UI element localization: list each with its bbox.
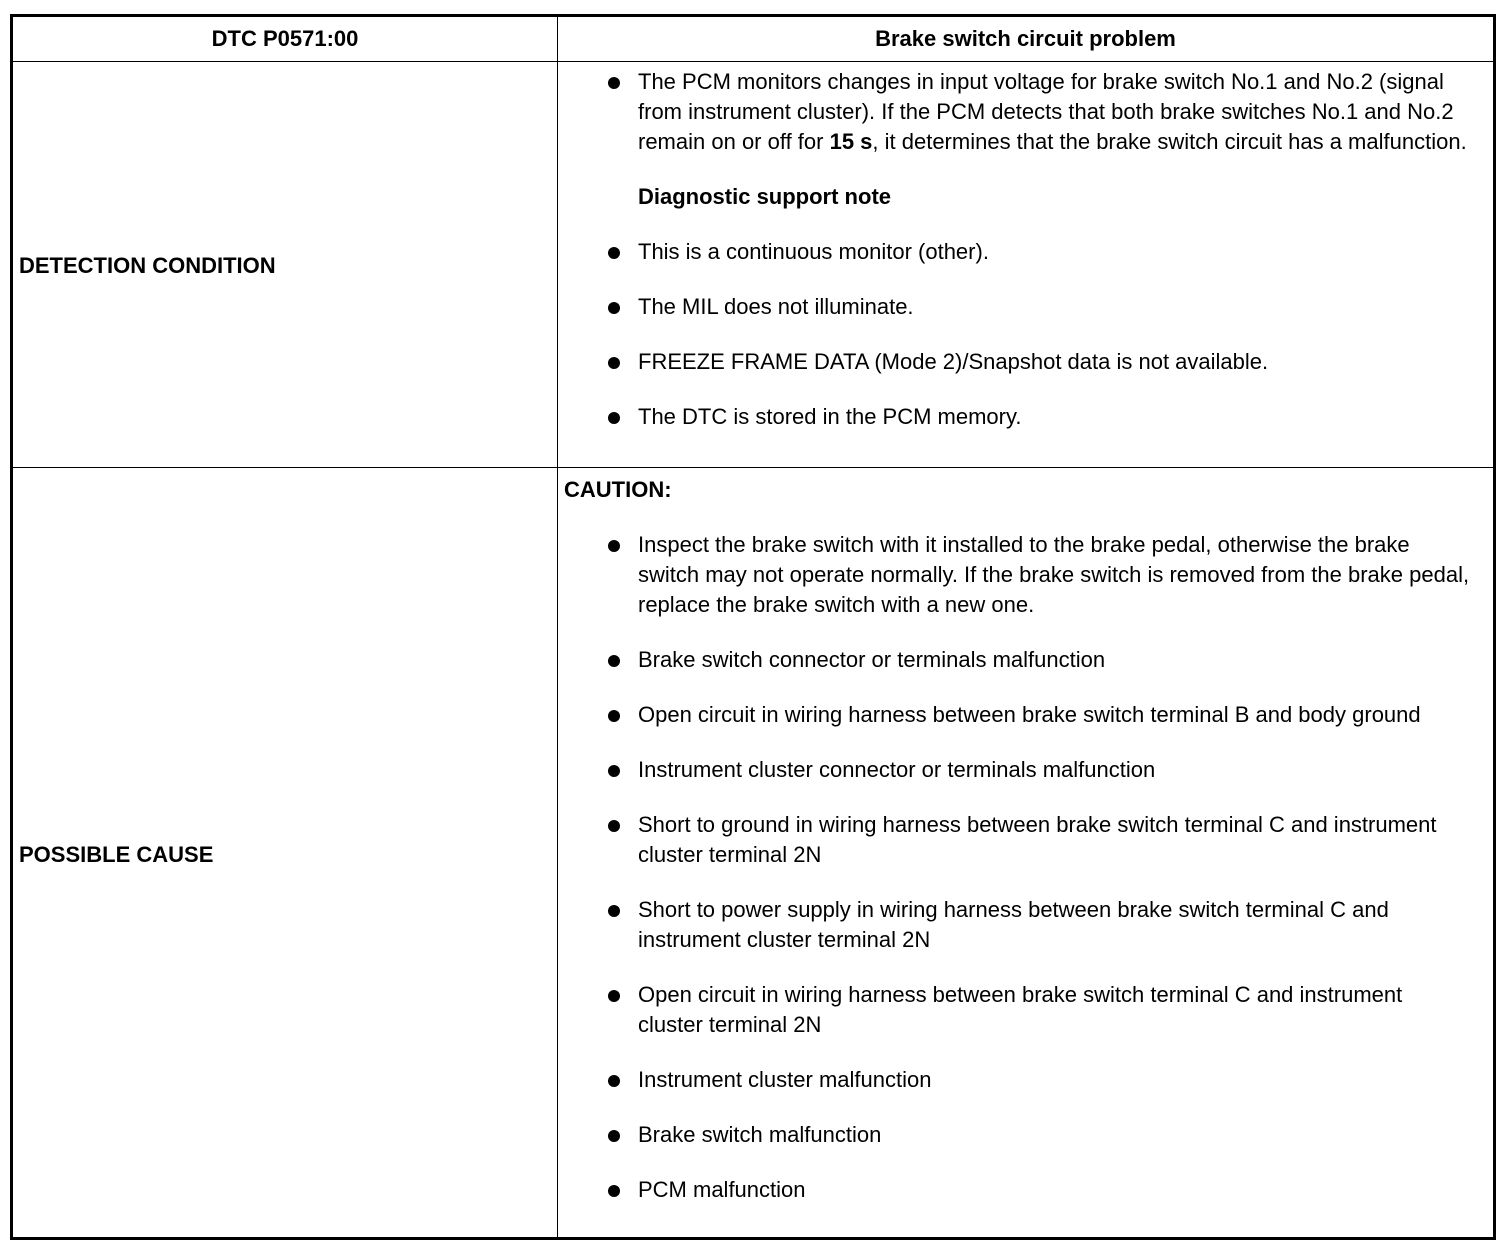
dtc-table: [10, 14, 1496, 1240]
detection-text-part1: The PCM monitors changes in input voltage for brake switch No.1 and No.2 (signal from instrument cluster). If the PCM detects that both brake switches No.1 and No.2 remain on or off for: [638, 69, 1454, 154]
bullet-icon: [608, 247, 620, 259]
possible-cause-content: [558, 475, 1493, 1230]
row-divider: [13, 467, 1493, 468]
bullet-icon: [608, 540, 620, 552]
possible-cause-item: [558, 530, 1493, 620]
dtc-title-header: Brake switch circuit problem: [875, 26, 1176, 51]
diagnostic-note-heading: Diagnostic support note: [638, 184, 891, 209]
possible-cause-item-text: Brake switch connector or terminals malfunction: [638, 647, 1106, 672]
bullet-icon: [608, 302, 620, 314]
bullet-icon: [608, 1075, 620, 1087]
possible-cause-item-text: Short to power supply in wiring harness between brake switch terminal C and instrument cluster terminal 2N: [638, 897, 1389, 952]
possible-cause-label: POSSIBLE CAUSE: [19, 842, 214, 867]
diagnostic-note-item-text: The DTC is stored in the PCM memory.: [638, 404, 1022, 429]
bullet-icon: [608, 77, 620, 89]
caution-heading: CAUTION:: [564, 477, 672, 502]
detection-condition-label: DETECTION CONDITION: [19, 253, 276, 278]
detection-text-part2: , it determines that the brake switch circuit has a malfunction.: [872, 129, 1467, 154]
diagnostic-note-item: [558, 292, 1493, 322]
diagnostic-notes-list: [558, 237, 1493, 432]
possible-cause-item: [558, 895, 1493, 955]
possible-cause-item: [558, 1065, 1493, 1095]
possible-cause-item-text: Instrument cluster connector or terminals malfunction: [638, 757, 1156, 782]
possible-cause-item: [558, 980, 1493, 1040]
dtc-code-header: DTC P0571:00: [211, 26, 359, 51]
diagnostic-note-item-text: FREEZE FRAME DATA (Mode 2)/Snapshot data is not available.: [638, 349, 1269, 374]
bullet-icon: [608, 412, 620, 424]
diagnostic-note-item: [558, 402, 1493, 432]
bullet-icon: [608, 357, 620, 369]
possible-cause-item: [558, 645, 1493, 675]
possible-cause-item-text: PCM malfunction: [638, 1177, 806, 1202]
possible-cause-item: [558, 1175, 1493, 1205]
possible-cause-item-text: Open circuit in wiring harness between brake switch terminal B and body ground: [638, 702, 1421, 727]
detection-main-item: [558, 67, 1493, 157]
possible-cause-item: [558, 810, 1493, 870]
detection-time-value: 15 s: [829, 129, 873, 154]
possible-cause-item-text: Inspect the brake switch with it installed to the brake pedal, otherwise the brake switch may not operate normally. If the brake switch is removed from the brake pedal, replace the brake switch with a new one.: [638, 532, 1470, 617]
possible-cause-item-text: Short to ground in wiring harness between brake switch terminal C and instrument cluster terminal 2N: [638, 812, 1437, 867]
possible-cause-item: [558, 1120, 1493, 1150]
header-row-divider: [13, 61, 1493, 62]
possible-cause-item: [558, 700, 1493, 730]
possible-cause-item-text: Instrument cluster malfunction: [638, 1067, 932, 1092]
bullet-icon: [608, 1185, 620, 1197]
possible-causes-list: [558, 530, 1493, 1205]
diagnostic-note-item-text: The MIL does not illuminate.: [638, 294, 914, 319]
possible-cause-item-text: Brake switch malfunction: [638, 1122, 882, 1147]
diagnostic-note-item-text: This is a continuous monitor (other).: [638, 239, 989, 264]
bullet-icon: [608, 820, 620, 832]
bullet-icon: [608, 710, 620, 722]
detection-condition-content: [558, 67, 1493, 457]
possible-cause-item-text: Open circuit in wiring harness between brake switch terminal C and instrument cluster terminal 2N: [638, 982, 1403, 1037]
bullet-icon: [608, 655, 620, 667]
bullet-icon: [608, 765, 620, 777]
bullet-icon: [608, 990, 620, 1002]
bullet-icon: [608, 1130, 620, 1142]
diagnostic-note-item: [558, 237, 1493, 267]
diagnostic-note-item: [558, 347, 1493, 377]
possible-cause-item: [558, 755, 1493, 785]
bullet-icon: [608, 905, 620, 917]
